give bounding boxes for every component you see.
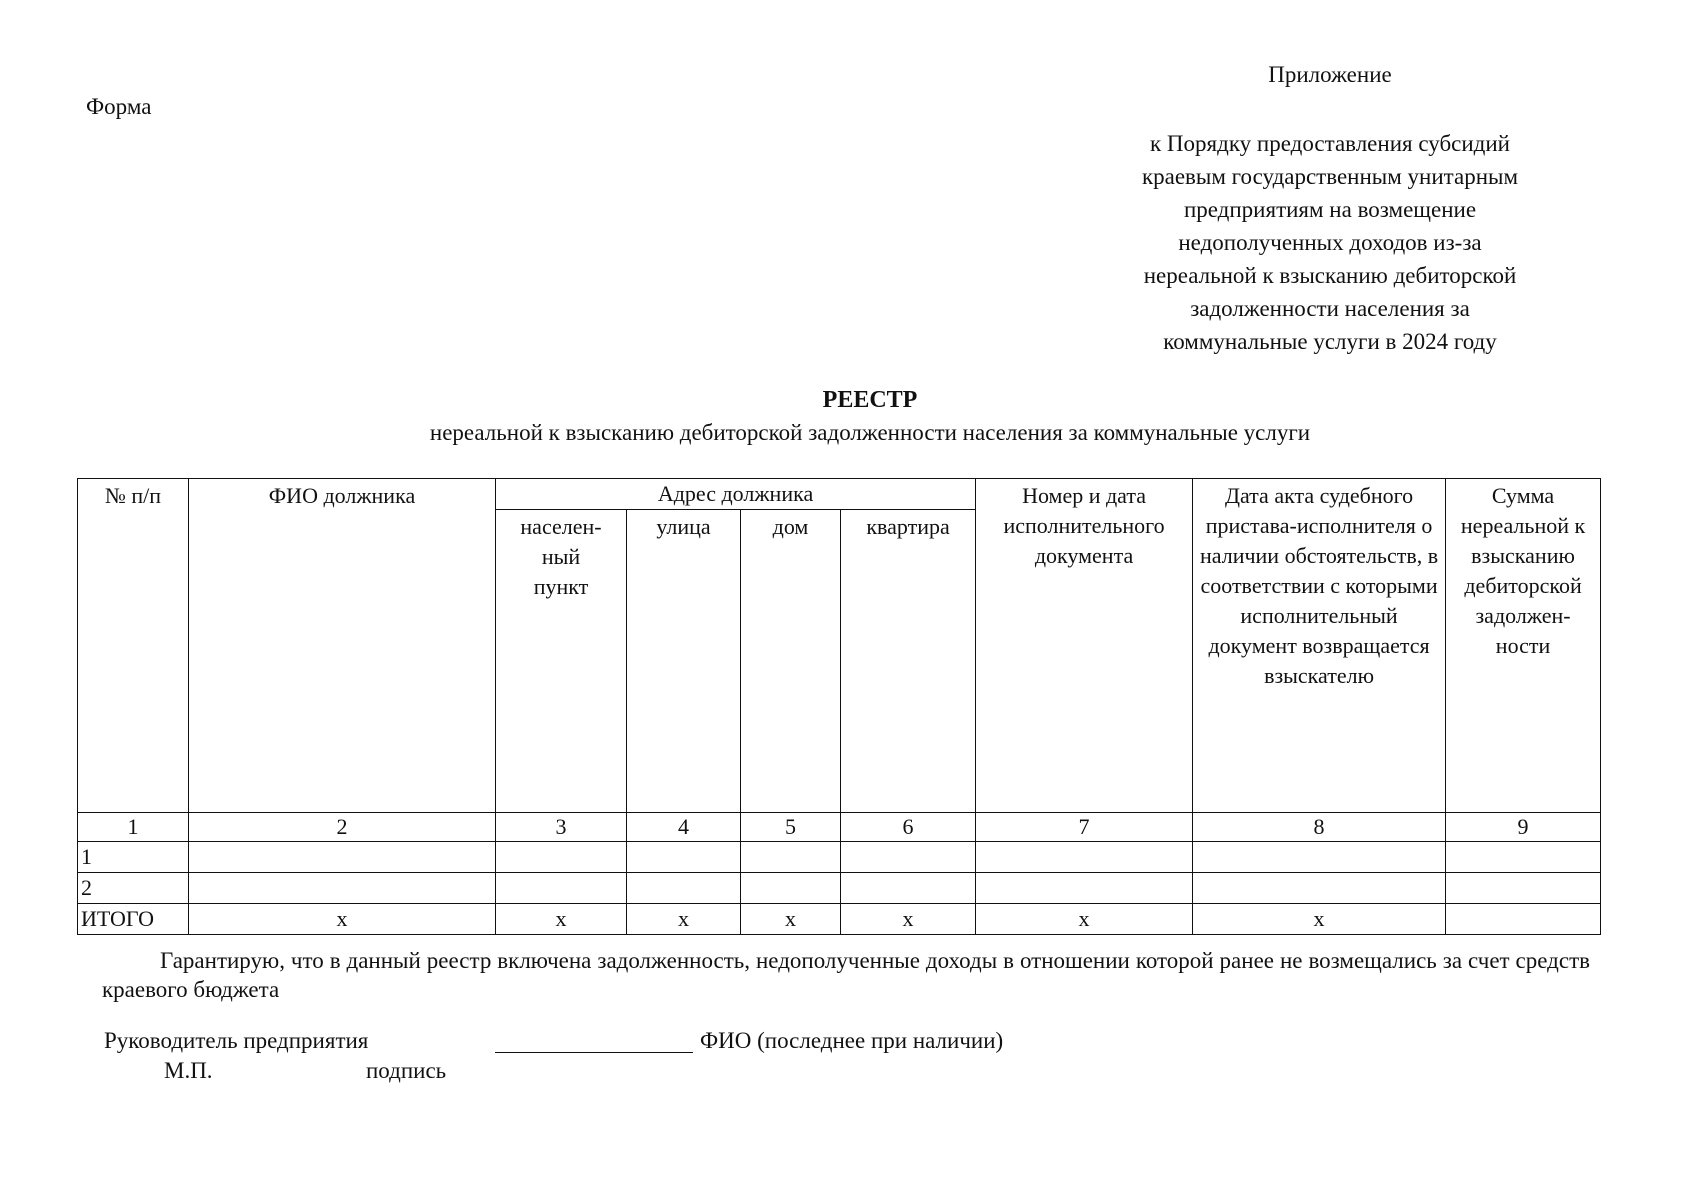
table-cell[interactable] bbox=[976, 842, 1193, 873]
column-number: 6 bbox=[841, 813, 976, 842]
header-settlement: населен- ный пункт bbox=[496, 510, 627, 813]
table-cell[interactable] bbox=[1193, 842, 1446, 873]
column-number: 4 bbox=[627, 813, 741, 842]
table-cell[interactable] bbox=[1446, 842, 1601, 873]
table-cell[interactable] bbox=[627, 873, 741, 904]
table-cell[interactable] bbox=[976, 873, 1193, 904]
appendix-line: краевым государственным унитарным bbox=[1141, 164, 1519, 189]
table-cell[interactable] bbox=[189, 873, 496, 904]
total-row bbox=[78, 904, 1601, 935]
table-cell[interactable] bbox=[741, 873, 841, 904]
header-sum: Сумма нереальной к взысканию дебиторской задолжен-ности bbox=[1446, 479, 1601, 813]
appendix-line: задолженности населения за bbox=[1190, 296, 1470, 321]
header-doc: Номер и дата исполнительного документа bbox=[976, 479, 1193, 813]
column-number: 7 bbox=[976, 813, 1193, 842]
column-number: 8 bbox=[1193, 813, 1446, 842]
registry-table bbox=[77, 478, 1601, 935]
signature-label: подпись bbox=[366, 1058, 447, 1083]
total-cell: х bbox=[976, 904, 1193, 935]
table-cell[interactable] bbox=[496, 842, 627, 873]
header-act: Дата акта судебного пристава-исполнителя о наличии обстоятельств, в соответствии с которыми исполнительный документ возвращается взыскателю bbox=[1193, 479, 1446, 813]
row-number: 2 bbox=[78, 873, 189, 904]
appendix-line: к Порядку предоставления субсидий bbox=[1150, 131, 1510, 156]
appendix-line: предприятиям на возмещение bbox=[1183, 197, 1477, 222]
header-fio: ФИО должника bbox=[189, 479, 496, 813]
header-address: Адрес должника bbox=[496, 479, 976, 510]
column-number: 3 bbox=[496, 813, 627, 842]
header-num: № п/п bbox=[78, 479, 189, 813]
column-number: 1 bbox=[78, 813, 189, 842]
form-label: Форма bbox=[86, 94, 152, 119]
header-apartment: квартира bbox=[841, 510, 976, 813]
appendix-line: коммунальные услуги в 2024 году bbox=[1163, 329, 1497, 354]
table-cell[interactable] bbox=[1446, 873, 1601, 904]
appendix-title: Приложение bbox=[1268, 62, 1392, 87]
total-cell: х bbox=[496, 904, 627, 935]
appendix-line: нереальной к взысканию дебиторской bbox=[1143, 263, 1517, 288]
head-label: Руководитель предприятия bbox=[104, 1028, 369, 1053]
row-number: 1 bbox=[78, 842, 189, 873]
column-number-row bbox=[78, 813, 1601, 842]
table-cell[interactable] bbox=[1193, 873, 1446, 904]
appendix-line: недополученных доходов из-за bbox=[1178, 230, 1482, 255]
table-cell[interactable] bbox=[189, 842, 496, 873]
total-cell: х bbox=[741, 904, 841, 935]
header-house: дом bbox=[741, 510, 841, 813]
column-number: 2 bbox=[189, 813, 496, 842]
table-cell[interactable] bbox=[841, 842, 976, 873]
signature-line[interactable] bbox=[495, 1052, 693, 1053]
table-cell[interactable] bbox=[496, 873, 627, 904]
column-number: 9 bbox=[1446, 813, 1601, 842]
total-cell: х bbox=[627, 904, 741, 935]
column-number: 5 bbox=[741, 813, 841, 842]
header-street: улица bbox=[627, 510, 741, 813]
total-cell: х bbox=[189, 904, 496, 935]
table-cell[interactable] bbox=[627, 842, 741, 873]
total-label: ИТОГО bbox=[78, 904, 189, 935]
total-sum-cell[interactable] bbox=[1446, 904, 1601, 935]
fio-label: ФИО (последнее при наличии) bbox=[700, 1028, 1004, 1053]
header-row bbox=[78, 479, 1601, 510]
table-row bbox=[78, 873, 1601, 904]
stamp-label: М.П. bbox=[164, 1058, 213, 1083]
guarantee-statement: Гарантирую, что в данный реестр включена задолженность, недополученные доходы в отношении которой ранее не возмещались за счет средств краевого бюджета bbox=[102, 948, 1590, 1002]
total-cell: х bbox=[841, 904, 976, 935]
table-row bbox=[78, 842, 1601, 873]
registry-subtitle: нереальной к взысканию дебиторской задолженности населения за коммунальные услуги bbox=[429, 420, 1311, 445]
table-cell[interactable] bbox=[741, 842, 841, 873]
appendix-text bbox=[1080, 127, 1580, 358]
registry-title: РЕЕСТР bbox=[822, 387, 918, 413]
total-cell: х bbox=[1193, 904, 1446, 935]
table-cell[interactable] bbox=[841, 873, 976, 904]
